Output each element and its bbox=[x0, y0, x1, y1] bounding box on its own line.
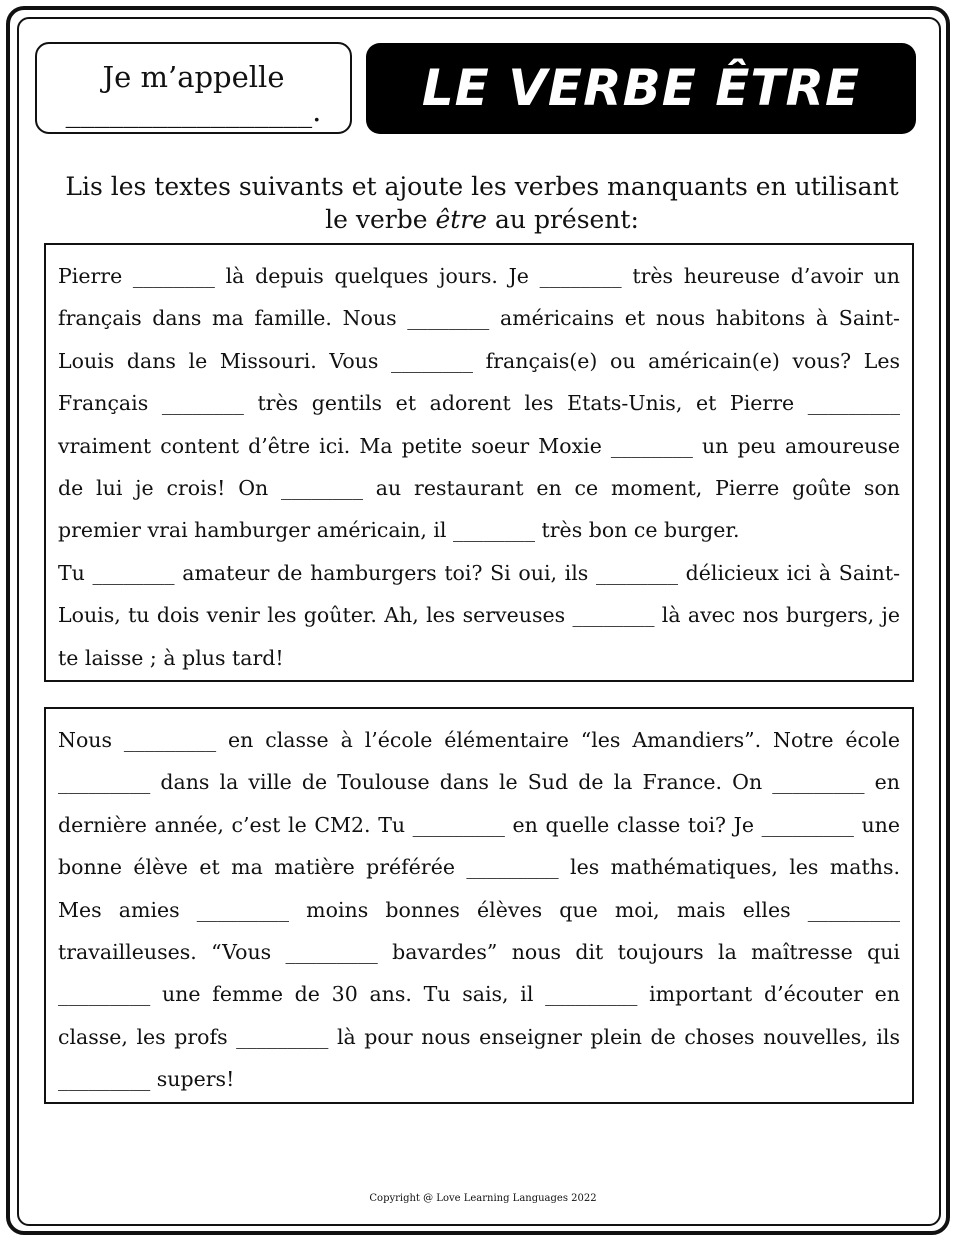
name-blank[interactable]: _________________. bbox=[65, 94, 322, 128]
instructions-emphasis: être bbox=[435, 205, 488, 234]
text-1-paragraph-1: Pierre ________ là depuis quelques jours. Je ________ très heureuse d’avoir un français dans ma famille. Nous ________ américains et nous habitons à Saint-Louis dans le Missouri. Vous ________ français(e) ou américain(e) vous? Les Français ________ très gentils et adorent les Etats-Unis, et Pierre _________ vraiment content d’être ici. Ma petite soeur Moxie ________ un peu amoureuse de lui je crois! On ________ au restaurant en ce moment, Pierre goûte son premier vrai hamburger américain, il ________ très bon ce burger. bbox=[58, 264, 900, 543]
name-box bbox=[35, 42, 352, 134]
instructions bbox=[60, 170, 904, 236]
text-box-2 bbox=[44, 707, 914, 1104]
worksheet-title: LE VERBE ÊTRE bbox=[366, 43, 916, 134]
instructions-text-start: Lis les textes suivants et ajoute les verbes manquants en utilisant le verbe bbox=[65, 172, 899, 234]
text-box-1 bbox=[44, 243, 914, 682]
text-1-paragraph-2: Tu ________ amateur de hamburgers toi? Si oui, ils ________ délicieux ici à Saint-Louis, tu dois venir les goûter. Ah, les serveuses ________ là avec nos burgers, je te laisse ; à plus tard! bbox=[58, 560, 900, 670]
instructions-text-end: au présent: bbox=[487, 205, 639, 234]
copyright: Copyright @ Love Learning Languages 2022 bbox=[369, 1193, 597, 1204]
text-2-paragraph-1: Nous _________ en classe à l’école élémentaire “les Amandiers”. Notre école _________ dans la ville de Toulouse dans le Sud de la France. On _________ en dernière année, c’est le CM2. Tu _________ en quelle classe toi? Je _________ une bonne élève et ma matière préférée _________ les mathématiques, les maths. Mes amies _________ moins bonnes élèves que moi, mais elles _________ travailleuses. “Vous _________ bavardes” nous dit toujours la maîtresse qui _________ une femme de 30 ans. Tu sais, il _________ important d’écouter en classe, les profs _________ là pour nous enseigner plein de choses nouvelles, ils _________ supers! bbox=[58, 728, 900, 1092]
name-label: Je m’appelle bbox=[102, 60, 285, 94]
